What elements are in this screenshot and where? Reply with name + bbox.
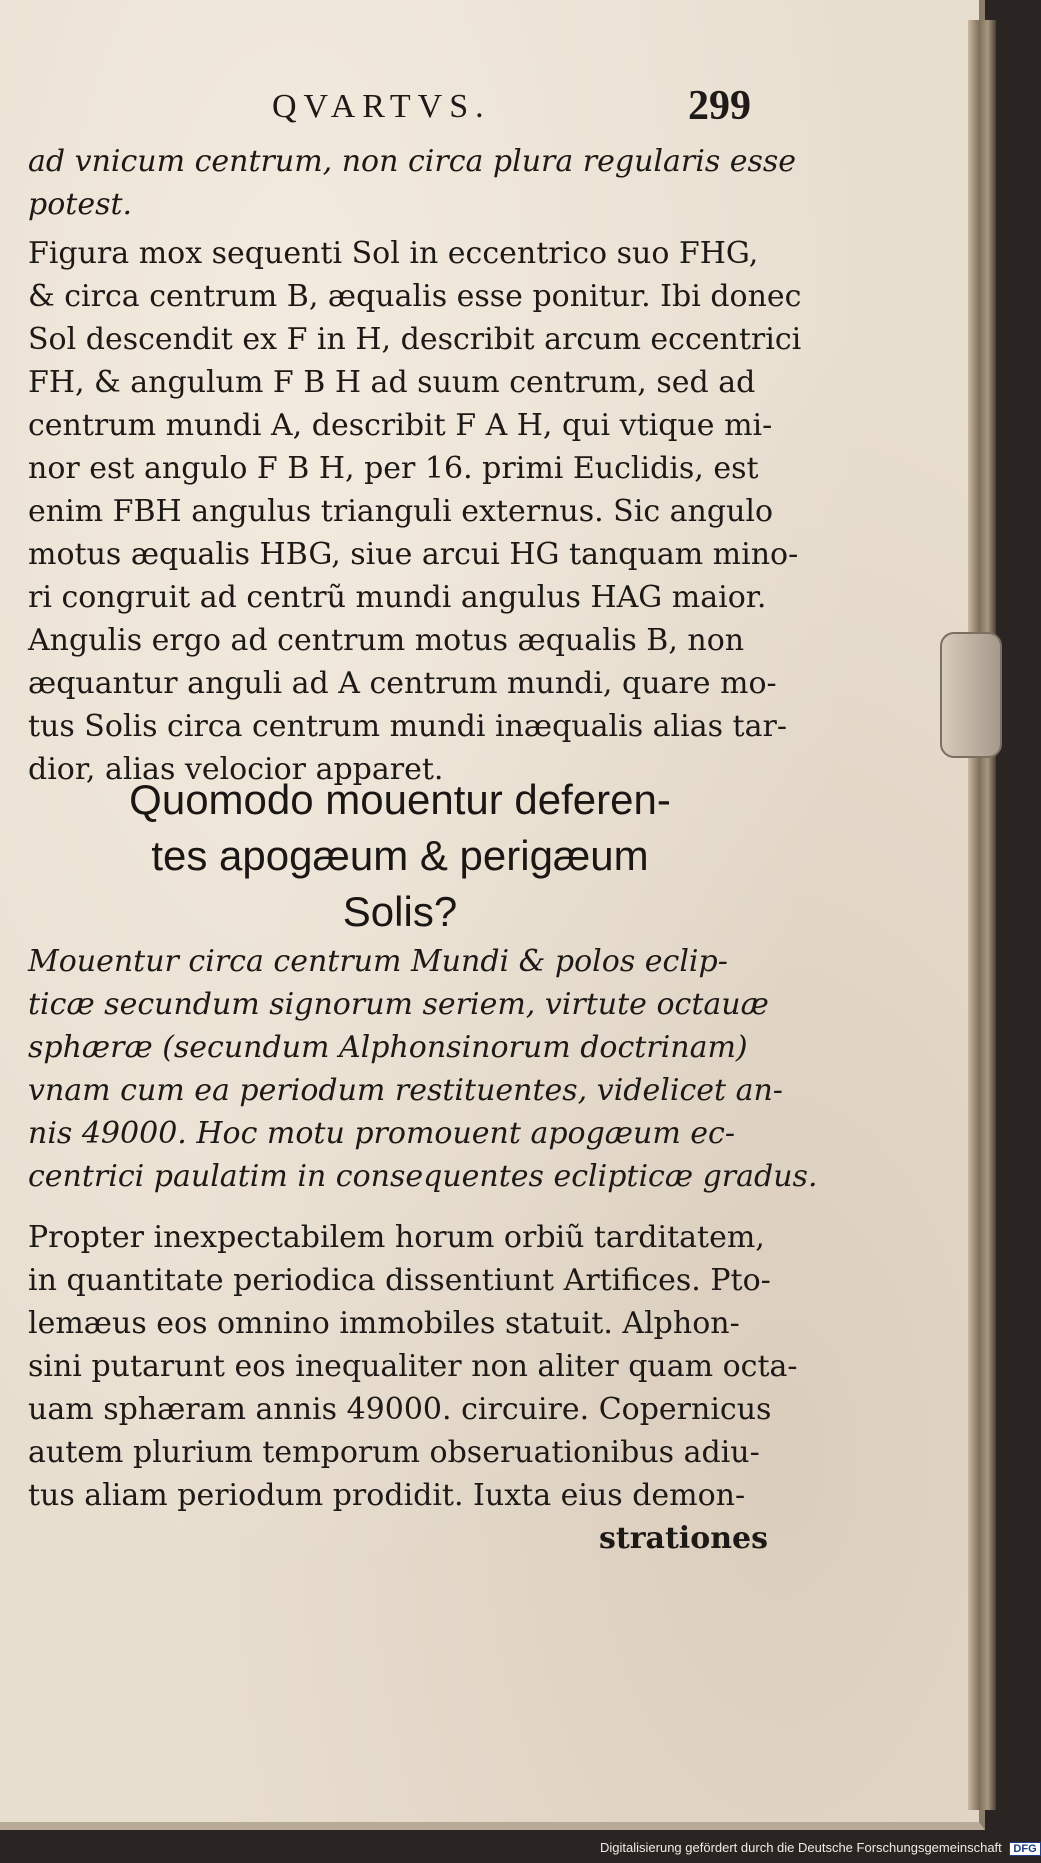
text-line: centrum mundi A, describit F A H, qui vtique mi-	[28, 408, 773, 443]
paragraph-4	[28, 1216, 798, 1560]
text-line: sphæræ (secundum Alphonsinorum doctrinam)	[28, 1030, 748, 1065]
running-head: QVARTVS.	[272, 88, 491, 125]
text-line: Sol descendit ex F in H, describit arcum eccentrici	[28, 322, 802, 357]
text-line: motus æqualis HBG, siue arcui HG tanquam mino-	[28, 537, 799, 572]
text-line: Figura mox sequenti Sol in eccentrico suo FHG,	[28, 236, 759, 271]
footer-text: Digitalisierung gefördert durch die Deutsche Forschungsgemeinschaft	[600, 1840, 1002, 1855]
text-line: & circa centrum B, æqualis esse ponitur. Ibi donec	[28, 279, 802, 314]
text-line: ticæ secundum signorum seriem, virtute octauæ	[28, 987, 769, 1022]
text-line: tus aliam periodum prodidit. Iuxta eius demon-	[28, 1478, 746, 1513]
section-heading	[40, 772, 760, 940]
text-line: nis 49000. Hoc motu promouent apogæum ec-	[28, 1116, 735, 1151]
text-line: dior, alias velocior apparet.	[28, 752, 444, 787]
heading-line: tes apogæum & perigæum	[151, 832, 649, 879]
catchword: strationes	[598, 1521, 768, 1556]
text-line: tus Solis circa centrum mundi inæqualis alias tar-	[28, 709, 787, 744]
text-line: centrici paulatim in consequentes eclipticæ gradus.	[28, 1159, 818, 1194]
text-line: sini putarunt eos inequaliter non aliter quam octa-	[28, 1349, 798, 1384]
text-line: enim FBH angulus trianguli externus. Sic angulo	[28, 494, 774, 529]
digitization-footer	[600, 1840, 1037, 1860]
text-line: FH, & angulum F B H ad suum centrum, sed ad	[28, 365, 756, 400]
text-line: Angulis ergo ad centrum motus æqualis B, non	[28, 623, 745, 658]
book-clasp	[940, 632, 1002, 758]
page-number: 299	[688, 83, 751, 129]
text-line: Propter inexpectabilem horum orbiũ tarditatem,	[28, 1220, 765, 1255]
text-line: vnam cum ea periodum restituentes, videlicet an-	[28, 1073, 783, 1108]
book-edge	[968, 20, 996, 1810]
text-line: uam sphæram annis 49000. circuire. Copernicus	[28, 1392, 772, 1427]
page-header	[40, 83, 770, 134]
text-line: lemæus eos omnino immobiles statuit. Alphon-	[28, 1306, 740, 1341]
dfg-logo-icon: DFG	[1009, 1842, 1040, 1856]
text-line: ri congruit ad centrũ mundi angulus HAG maior.	[28, 580, 767, 615]
paragraph-2	[28, 232, 802, 791]
text-line: nor est angulo F B H, per 16. primi Euclidis, est	[28, 451, 759, 486]
text-line: ad vnicum centrum, non circa plura regularis esse	[28, 144, 797, 179]
text-line: potest.	[28, 187, 133, 222]
paragraph-1	[28, 140, 797, 226]
text-line: in quantitate periodica dissentiunt Artifices. Pto-	[28, 1263, 771, 1298]
text-line: Mouentur circa centrum Mundi & polos eclip-	[28, 944, 728, 979]
text-line: æquantur anguli ad A centrum mundi, quare mo-	[28, 666, 777, 701]
paragraph-3	[28, 940, 818, 1198]
text-line: autem plurium temporum obseruationibus adiu-	[28, 1435, 760, 1470]
heading-line: Quomodo mouentur deferen-	[129, 776, 671, 823]
heading-line: Solis?	[342, 888, 458, 935]
